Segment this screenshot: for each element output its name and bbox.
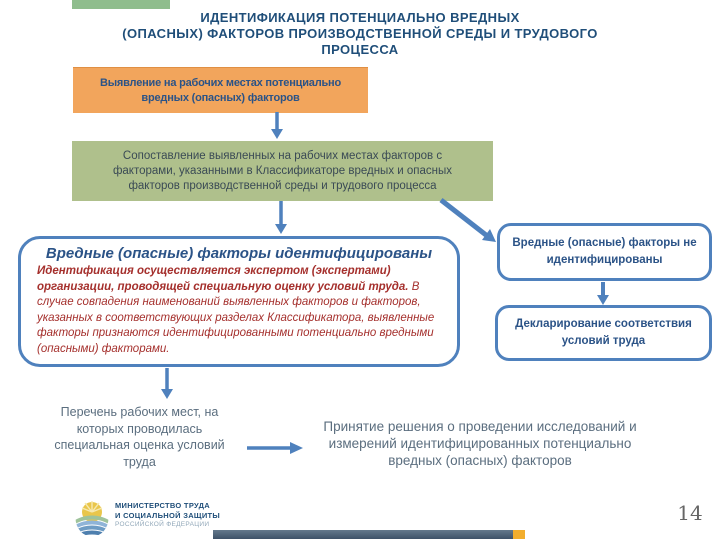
declaration-box-text: Декларирование соответствия условий труда: [515, 318, 692, 347]
ministry-name-line: РОССИЙСКОЙ ФЕДЕРАЦИИ: [115, 521, 210, 528]
arrow-detection-to-comparison: [270, 112, 284, 140]
worklist-text: Перечень рабочих мест, на которых проводилась специальная оценка условий труда: [54, 405, 225, 469]
ministry-logo-icon: [75, 499, 109, 537]
declaration-box: [495, 305, 712, 361]
page-number: 14: [677, 501, 703, 525]
arrow-identified-to-worklist: [160, 368, 174, 400]
slide-title-line: (ОПАСНЫХ) ФАКТОРОВ ПРОИЗВОДСТВЕННОЙ СРЕДЫ И ТРУДОВОГО: [122, 26, 598, 41]
slide-title: [60, 10, 660, 58]
decision-text: Принятие решения о проведении исследований и измерений идентифицированных потенциально вредных (опасных) факторов: [323, 419, 637, 468]
arrow-comparison-to-identified: [274, 201, 288, 235]
comparison-box: [72, 141, 493, 201]
identified-note-rest: В случае совпадения наименований выявленных факторов и факторов, указанных в соответствующих разделах Классификатора, выявленные факторы признаются идентифицированными потенциально вредными (опасными) факторами.: [37, 280, 435, 355]
comparison-box-text: Сопоставление выявленных на рабочих местах факторов с факторами, указанными в Классификаторе вредных и опасных факторов производственной среды и трудового процесса: [112, 149, 453, 192]
footer-accent-square: [513, 530, 525, 539]
detection-box: [73, 67, 368, 113]
identified-box-note: [37, 264, 437, 357]
top-accent-bar: [72, 0, 170, 9]
ministry-name: [115, 501, 245, 529]
arrow-worklist-to-decision: [247, 440, 305, 456]
identified-note-bold: Идентификация осуществляется экспертом (экспертами) организации, проводящей специальную оценку условий труда.: [37, 265, 409, 293]
identified-box: [18, 236, 460, 367]
detection-box-text: Выявление на рабочих местах потенциально вредных (опасных) факторов: [99, 76, 342, 104]
not-identified-box-text: Вредные (опасные) факторы не идентифицированы: [512, 237, 697, 266]
ministry-name-line: И СОЦИАЛЬНОЙ ЗАЩИТЫ: [115, 510, 221, 520]
identified-box-title: Вредные (опасные) факторы идентифицированы: [45, 245, 433, 262]
not-identified-box: [497, 223, 712, 281]
footer-bar: [213, 530, 513, 539]
arrow-not-identified-to-declaration: [596, 282, 610, 306]
slide-title-line: ИДЕНТИФИКАЦИЯ ПОТЕНЦИАЛЬНО ВРЕДНЫХ: [200, 10, 520, 25]
ministry-name-line: МИНИСТЕРСТВО ТРУДА: [115, 501, 210, 510]
slide-title-line: ПРОЦЕССА: [321, 42, 399, 57]
